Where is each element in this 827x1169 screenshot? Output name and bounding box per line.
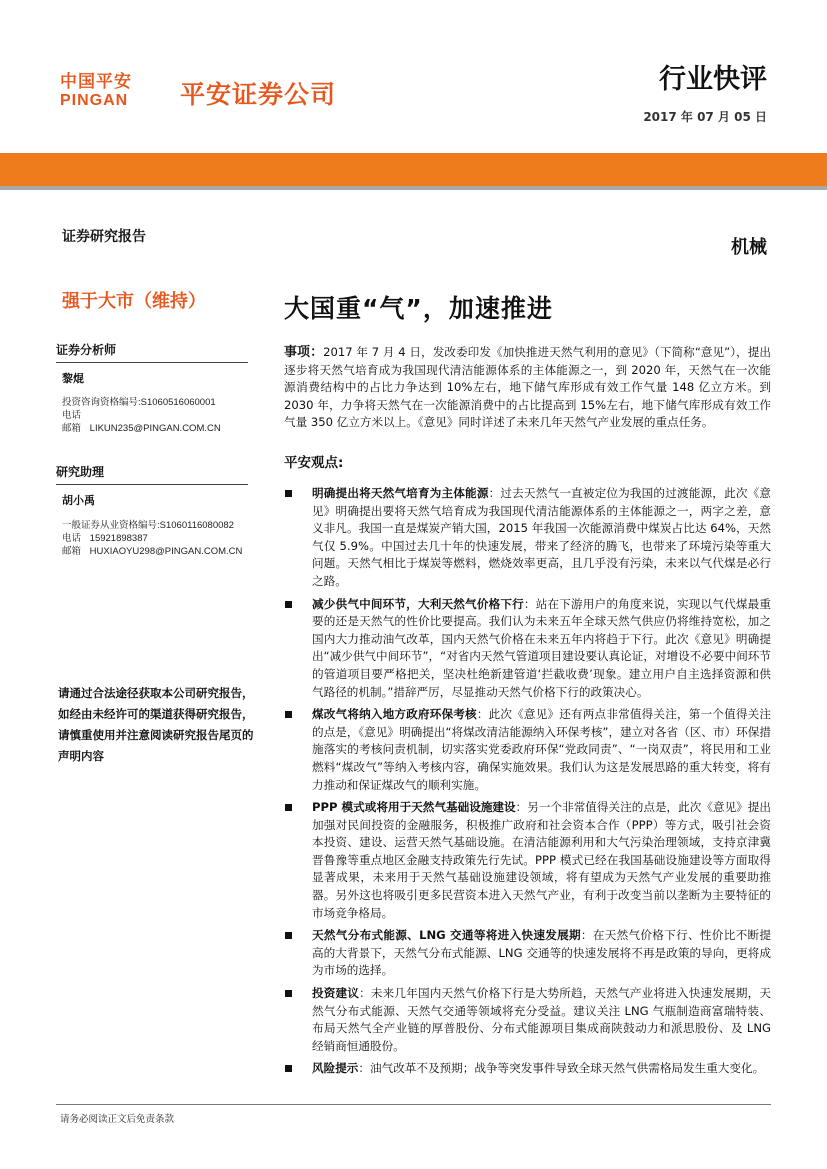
- list-item: [284, 1060, 771, 1078]
- footer-divider: [56, 1104, 771, 1105]
- assistant-email-label: 邮箱: [62, 546, 82, 557]
- header-band: [0, 153, 827, 186]
- list-item: [284, 485, 771, 591]
- analyst-email[interactable]: LIKUN235@PINGAN.COM.CN: [89, 423, 221, 434]
- analyst-email-label: 邮箱: [62, 423, 82, 434]
- assistant-email[interactable]: HUXIAOYU298@PINGAN.COM.CN: [89, 546, 243, 557]
- bullet-square-icon: [285, 804, 292, 811]
- event-paragraph: [284, 344, 771, 432]
- bullet-lead: 减少供气中间环节，大利天然气价格下行: [312, 596, 524, 611]
- event-text: 2017 年 7 月 4 日，发改委印发《加快推进天然气利用的意见》（下简称“意见”），提出逐步将天然气培育成为我国现代清洁能源体系的主体能源之一，到 2020 年，天然气在一次能源消费结构中的占比力争达到 10%左右，地下储气库形成有效工作气量 148 亿立方米。到 2030 年，力争将天然气在一次能源消费中的占比提高到 15%左右，地下储气库形成有效工作气量 350 亿立方米以上。《意见》同时详述了未来几年天然气产业发展的重点任务。: [284, 345, 771, 430]
- views-list: [284, 485, 771, 1083]
- list-item: [284, 706, 771, 794]
- bullet-lead: PPP 模式或将用于天然气基础设施建设: [312, 800, 516, 815]
- analyst-name: 黎焜: [62, 372, 84, 385]
- list-item: [284, 927, 771, 980]
- event-label: 事项：: [284, 345, 324, 360]
- bullet-lead: 煤改气将纳入地方政府环保考核: [312, 707, 477, 722]
- bullet-square-icon: [285, 490, 292, 497]
- bullet-square-icon: [285, 601, 292, 608]
- footer-note[interactable]: 请务必阅读正文后免责条款: [60, 1114, 175, 1125]
- bullet-lead: 天然气分布式能源、LNG 交通等将进入快速发展期: [312, 928, 581, 943]
- assistant-phone: 15921898387: [89, 533, 148, 544]
- disclaimer: 请通过合法途径获取本公司研究报告，如经由未经许可的渠道获得研究报告，请慎重使用并注意阅读研究报告尾页的声明内容: [58, 686, 254, 763]
- assistant-phone-row: [62, 532, 148, 545]
- views-heading: 平安观点:: [284, 455, 344, 471]
- assistant-email-row: [62, 545, 242, 558]
- report-date: 2017 年 07 月 05 日: [643, 110, 767, 124]
- header-divider: [0, 186, 827, 190]
- list-item: [284, 799, 771, 922]
- report-title: 大国重“气”，加速推进: [284, 294, 553, 323]
- assistant-phone-label: 电话: [62, 533, 82, 544]
- logo-cn: 中国平安: [60, 72, 132, 92]
- series-title: 证券研究报告: [62, 229, 146, 245]
- bullet-text: ：油气改革不及预期；战争等突发事件导致全球天然气供需格局发生重大变化。: [358, 1061, 765, 1076]
- bullet-square-icon: [285, 932, 292, 939]
- bullet-text: ：此次《意见》还有两点非常值得关注，第一个值得关注的点是，《意见》明确提出“将煤改清洁能源纳入环保考核”，建立对各省（区、市）环保措施落实的考核问责机制，切实落实党委政府环保“党政同责”、“一岗双责”，将民用和工业燃料“煤改气”等纳入考核内容，确保实施效果。我们认为这是发展思路的重大转变，将有力推动和保证煤改气的顺利实施。: [312, 707, 771, 792]
- bullet-square-icon: [285, 711, 292, 718]
- bullet-square-icon: [285, 1065, 292, 1072]
- company-name: 平安证券公司: [180, 80, 337, 109]
- bullet-text: ：在天然气价格下行、性价比不断提高的大背景下，天然气分布式能源、LNG 交通等的快速发展将不再是政策的导向，更将成为市场的选择。: [312, 928, 771, 978]
- bullet-text: ：过去天然气一直被定位为我国的过渡能源，此次《意见》明确提出要将天然气培育成为我国现代清洁能源体系的主体能源之一，两字之差，意义非凡。我国一直是煤炭产销大国，2015 年我国一次能源消费中煤炭占比达 64%，天然气仅 5.9%。中国过去几十年的快速发展，带来了经济的腾飞，也带来了环境污染等重大问题。天然气相比于煤炭等燃料，燃烧效率更高，且几乎没有污染，未来以气代煤是必行之路。: [312, 486, 771, 588]
- bullet-text: ：未来几年国内天然气价格下行是大势所趋，天然气产业将进入快速发展期，天然气分布式能源、天然气交通等领域将充分受益。建议关注 LNG 气瓶制造商富瑞特装、布局天然气全产业链的厚普股份、分布式能源项目集成商陕鼓动力和派思股份、及 LNG 经销商恒通股份。: [312, 986, 771, 1053]
- bullet-lead: 明确提出将天然气培育为主体能源: [312, 486, 489, 500]
- report-type: 行业快评: [659, 64, 767, 95]
- assistant-cert: 一般证券从业资格编号:S1060116080082: [62, 520, 234, 531]
- list-item: [284, 596, 771, 702]
- analyst-phone-label: 电话: [62, 410, 82, 421]
- bullet-lead: 风险提示: [312, 1061, 359, 1076]
- bullet-text: ：另一个非常值得关注的点是，此次《意见》提出加强对民间投资的金融服务，积极推广政府和社会资本合作（PPP）等方式，吸引社会资本投资、建设、运营天然气基础设施。在清洁能源利用和大气污染治理领域，支持京津冀晋鲁豫等重点地区金融支持政策先行先试。PPP 模式已经在我国基础设施建设等方面取得显著成果，未来用于天然气基础设施建设领域，将有望成为天然气产业发展的重要助推器。另外这也将吸引更多民营资本进入天然气产业，有利于改变当前以垄断为主要特征的市场竞争格局。: [312, 800, 771, 920]
- logo-en: PINGAN: [60, 92, 129, 109]
- assistant-name: 胡小禹: [62, 494, 95, 507]
- bullet-text: ：站在下游用户的角度来说，实现以气代煤最重要的还是天然气的性价比要提高。我们认为未来五年全球天然气供应仍将维持宽松，加之国内大力推动油气改革，国内天然气价格在未来五年内将趋于下行。此次《意见》明确提出“减少供气中间环节”，“对省内天然气管道项目建设要认真论证，对增设不必要中间环节的管道项目要严格把关，坚决杜绝新建管道‘拦截收费’现象。建立用户自主选择资源和供气路径的机制。”措辞严厉，尽显推动天然气价格下行的政策决心。: [312, 596, 771, 699]
- assistant-heading: 研究助理: [56, 464, 248, 485]
- list-item: [284, 985, 771, 1055]
- bullet-square-icon: [285, 990, 292, 997]
- bullet-lead: 投资建议: [312, 986, 360, 1001]
- analyst-heading: 证券分析师: [56, 342, 248, 363]
- industry-label: 机械: [731, 237, 767, 258]
- analyst-cert: 投资咨询资格编号:S1060516060001: [62, 397, 216, 408]
- rating: 强于大市（维持）: [62, 291, 206, 312]
- analyst-email-row: [62, 422, 221, 435]
